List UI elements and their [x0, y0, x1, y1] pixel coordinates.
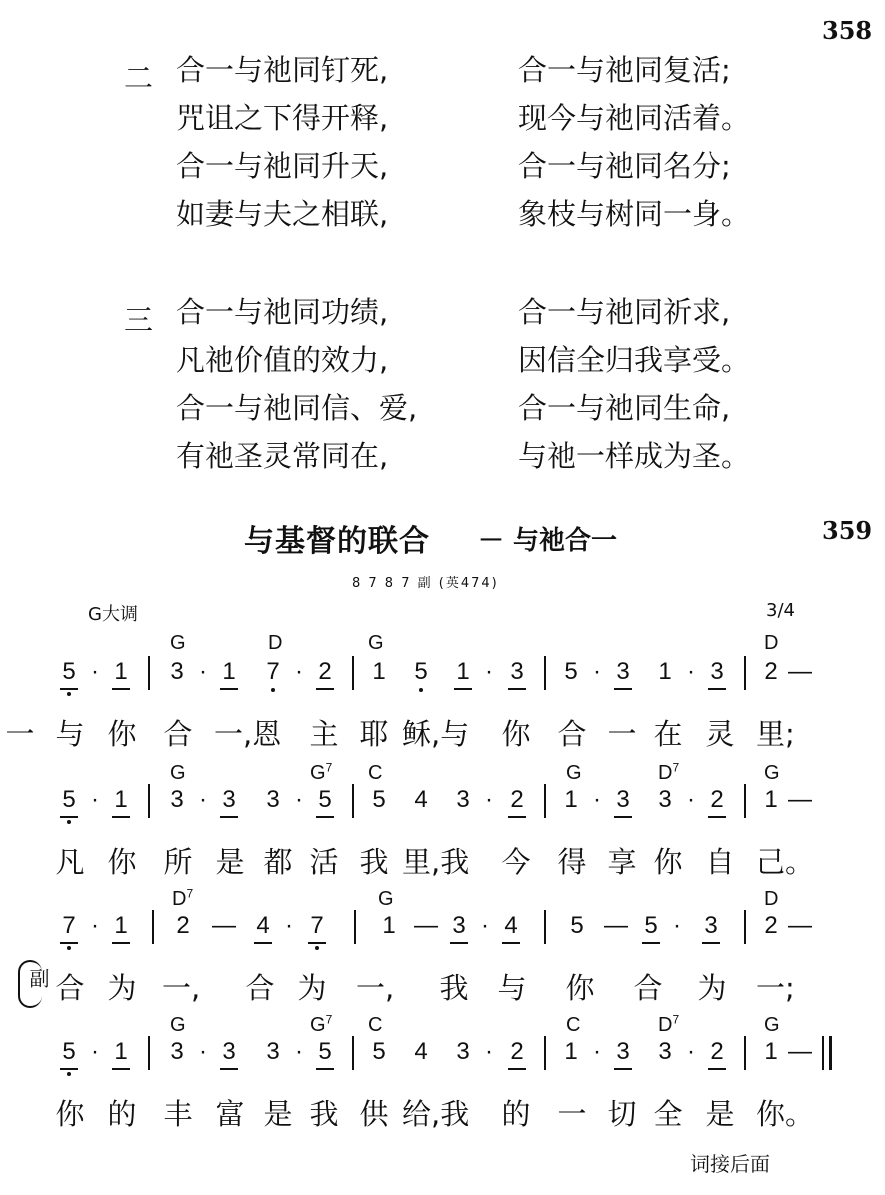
note: 3 — [222, 786, 236, 813]
lyric: 所 — [163, 845, 193, 879]
lyric: 灵 — [705, 717, 735, 751]
verse-line: 因信全归我享受。 — [518, 343, 751, 377]
verse-line: 合一与祂同功绩, — [176, 295, 389, 329]
underline — [220, 816, 238, 818]
note: 2 — [764, 912, 778, 939]
note-dash: — — [212, 912, 236, 939]
underline — [708, 1068, 726, 1070]
chord-symbol: G — [170, 762, 186, 784]
note: 1 — [114, 658, 128, 685]
lyric: 的 — [501, 1097, 531, 1131]
note-dot: · — [91, 912, 99, 939]
octave-dot — [67, 820, 71, 824]
note-dot: · — [295, 1038, 303, 1065]
note: 5 — [570, 912, 584, 939]
lyric: 里; — [756, 717, 795, 751]
chord-symbol: C — [368, 1014, 383, 1036]
note: 1 — [564, 1038, 578, 1065]
note-dot: · — [593, 658, 601, 685]
note-dash: — — [604, 912, 628, 939]
note: 1 — [456, 658, 470, 685]
lyric: 合 — [633, 971, 663, 1005]
lyric: 自 — [705, 845, 735, 879]
chord-symbol: G — [170, 632, 186, 654]
note: 3 — [710, 658, 724, 685]
lyric: 得 — [557, 845, 587, 879]
verse-line: 如妻与夫之相联, — [176, 197, 389, 231]
note: 7 — [310, 912, 324, 939]
lyric: 合 — [163, 717, 193, 751]
note-dot: · — [285, 912, 293, 939]
note: 3 — [510, 658, 524, 685]
chord-symbol: $D^7$ — [172, 886, 194, 910]
lyric: 富 — [215, 1097, 245, 1131]
underline — [316, 688, 334, 690]
chord-symbol: $G^7$ — [310, 1012, 333, 1036]
chord-symbol: G — [566, 762, 582, 784]
octave-dot — [315, 946, 319, 950]
note: 2 — [710, 786, 724, 813]
verse-number: 二 — [124, 61, 154, 95]
verse-line: 合一与祂同复活; — [518, 53, 731, 87]
page-number-top: 358 — [822, 16, 873, 45]
continued-note: 词接后面 — [690, 1152, 770, 1176]
octave-dot — [67, 946, 71, 950]
note-dash: — — [788, 1038, 812, 1065]
note: 3 — [704, 912, 718, 939]
note: 2 — [764, 658, 778, 685]
underline — [60, 816, 78, 818]
lyric: 我 — [309, 1097, 339, 1131]
note: 1 — [658, 658, 672, 685]
lyric: 供 — [359, 1097, 389, 1131]
note: 5 — [372, 786, 386, 813]
lyric: 一,恩 — [214, 717, 282, 751]
note-dot: · — [593, 1038, 601, 1065]
note-dot: · — [593, 786, 601, 813]
underline — [508, 1068, 526, 1070]
note: 4 — [414, 1038, 428, 1065]
bar-line — [744, 656, 746, 690]
note: 1 — [114, 912, 128, 939]
underline — [308, 942, 326, 944]
underline — [254, 942, 272, 944]
note: 5 — [62, 1038, 76, 1065]
lyric: 今 — [501, 845, 531, 879]
chord-symbol: G — [368, 632, 384, 654]
underline — [112, 816, 130, 818]
chord-symbol: $D^7$ — [658, 1012, 680, 1036]
lyric: 合 — [245, 971, 275, 1005]
chord-symbol: G — [764, 1014, 780, 1036]
note: 3 — [616, 1038, 630, 1065]
lyric: 你 — [501, 717, 531, 751]
underline — [708, 816, 726, 818]
chord-symbol: C — [368, 762, 383, 784]
note: 3 — [616, 658, 630, 685]
page-number-hymn: 359 — [822, 516, 873, 545]
lyric: 丰 — [163, 1097, 193, 1131]
lyric: 为 — [697, 971, 727, 1005]
note: 5 — [318, 1038, 332, 1065]
underline — [642, 942, 660, 944]
lyric: 全 — [653, 1097, 683, 1131]
lyric: 与 — [55, 717, 85, 751]
verse-line: 有祂圣灵常同在, — [176, 439, 389, 473]
note-dot: · — [91, 658, 99, 685]
bar-line — [152, 910, 154, 944]
verse-line: 现今与祂同活着。 — [518, 101, 751, 135]
underline — [220, 688, 238, 690]
note: 3 — [658, 786, 672, 813]
note-dash: — — [414, 912, 438, 939]
note: 2 — [710, 1038, 724, 1065]
underline — [702, 942, 720, 944]
underline — [112, 942, 130, 944]
lyric: 的 — [107, 1097, 137, 1131]
bar-line — [744, 1036, 746, 1070]
verse-line: 合一与祂同祈求, — [518, 295, 731, 329]
underline — [614, 816, 632, 818]
underline — [508, 688, 526, 690]
underline — [112, 688, 130, 690]
chord-symbol: G — [170, 1014, 186, 1036]
bar-line — [148, 1036, 150, 1070]
verse-line: 合一与祂同名分; — [518, 149, 731, 183]
underline — [60, 688, 78, 690]
verse-line: 合一与祂同信、爱, — [176, 391, 418, 425]
note: 2 — [318, 658, 332, 685]
lyric: 为 — [297, 971, 327, 1005]
chord-symbol: D — [764, 888, 779, 910]
note: 4 — [256, 912, 270, 939]
lyric: 我 — [439, 971, 469, 1005]
note-dot: · — [199, 658, 207, 685]
lyric: 你 — [565, 971, 595, 1005]
lyric: 你 — [55, 1097, 85, 1131]
lyric: 我 — [359, 845, 389, 879]
bar-line — [744, 910, 746, 944]
note: 3 — [266, 786, 280, 813]
lyric: 在 — [653, 717, 683, 751]
note-dot: · — [687, 658, 695, 685]
key-signature: G大调 — [88, 604, 138, 625]
lyric: 是 — [215, 845, 245, 879]
verse-line: 凡祂价值的效力, — [176, 343, 389, 377]
underline — [708, 688, 726, 690]
verse-line: 合一与祂同钉死, — [176, 53, 389, 87]
bar-line — [352, 656, 354, 690]
bar-line — [544, 1036, 546, 1070]
chord-symbol: D — [268, 632, 283, 654]
chord-symbol: G — [378, 888, 394, 910]
note: 5 — [62, 786, 76, 813]
bar-line — [352, 1036, 354, 1070]
lyric: 一 — [5, 717, 35, 751]
underline — [60, 942, 78, 944]
note-dash: — — [788, 912, 812, 939]
note-dot: · — [91, 1038, 99, 1065]
lyric: 你 — [653, 845, 683, 879]
bar-line — [148, 656, 150, 690]
lyric: 是 — [263, 1097, 293, 1131]
chord-symbol: $D^7$ — [658, 760, 680, 784]
note-dot: · — [199, 786, 207, 813]
lyric: 稣,与 — [402, 717, 470, 751]
time-signature: 3/4 — [766, 600, 795, 621]
bar-line — [544, 656, 546, 690]
lyric: 与 — [497, 971, 527, 1005]
note: 7 — [266, 658, 280, 685]
note: 5 — [62, 658, 76, 685]
lyric: 凡 — [55, 845, 85, 879]
note: 3 — [170, 658, 184, 685]
verse-line: 合一与祂同升天, — [176, 149, 389, 183]
bar-line — [544, 910, 546, 944]
note: 3 — [452, 912, 466, 939]
note: 1 — [564, 786, 578, 813]
underline — [614, 1068, 632, 1070]
lyric: 一; — [756, 971, 795, 1005]
note-dash: — — [788, 786, 812, 813]
lyric: 你 — [107, 845, 137, 879]
underline — [450, 942, 468, 944]
lyric: 都 — [263, 845, 293, 879]
note-dot: · — [295, 658, 303, 685]
note: 4 — [414, 786, 428, 813]
verse-number: 三 — [124, 303, 154, 337]
lyric: 一, — [356, 971, 395, 1005]
note: 5 — [318, 786, 332, 813]
note-dot: · — [485, 786, 493, 813]
lyric: 切 — [607, 1097, 637, 1131]
note: 3 — [266, 1038, 280, 1065]
note: 5 — [564, 658, 578, 685]
note-dot: · — [687, 786, 695, 813]
lyric: 耶 — [359, 717, 389, 751]
note-dot: · — [485, 1038, 493, 1065]
note: 3 — [456, 1038, 470, 1065]
final-bar-line — [829, 1036, 832, 1070]
note: 1 — [382, 912, 396, 939]
note: 1 — [372, 658, 386, 685]
underline — [112, 1068, 130, 1070]
note-dot: · — [687, 1038, 695, 1065]
note: 1 — [764, 1038, 778, 1065]
note: 2 — [510, 786, 524, 813]
note-dot: · — [91, 786, 99, 813]
note: 4 — [504, 912, 518, 939]
note: 3 — [170, 1038, 184, 1065]
octave-dot — [67, 1072, 71, 1076]
lyric: 合 — [55, 971, 85, 1005]
bar-line — [354, 910, 356, 944]
lyric: 是 — [705, 1097, 735, 1131]
lyric: 合 — [557, 717, 587, 751]
lyric: 为 — [107, 971, 137, 1005]
underline — [614, 688, 632, 690]
octave-dot — [271, 688, 275, 692]
note: 3 — [658, 1038, 672, 1065]
note: 3 — [456, 786, 470, 813]
verse-line: 象枝与树同一身。 — [518, 197, 751, 231]
note: 5 — [644, 912, 658, 939]
note: 5 — [372, 1038, 386, 1065]
note-dot: · — [485, 658, 493, 685]
octave-dot — [67, 692, 71, 696]
chord-symbol: G — [764, 762, 780, 784]
note: 2 — [176, 912, 190, 939]
lyric: 己。 — [756, 845, 815, 879]
chord-symbol: C — [566, 1014, 581, 1036]
chorus-mark: 副 — [26, 968, 50, 988]
octave-dot — [419, 688, 423, 692]
underline — [316, 1068, 334, 1070]
lyric: 享 — [607, 845, 637, 879]
note: 1 — [222, 658, 236, 685]
underline — [316, 816, 334, 818]
note: 3 — [170, 786, 184, 813]
underline — [508, 816, 526, 818]
lyric: 一, — [162, 971, 201, 1005]
bar-line — [148, 784, 150, 818]
bar-line — [544, 784, 546, 818]
verse-line: 合一与祂同生命, — [518, 391, 731, 425]
note: 5 — [414, 658, 428, 685]
underline — [502, 942, 520, 944]
lyric: 你。 — [756, 1097, 815, 1131]
underline — [454, 688, 472, 690]
underline — [220, 1068, 238, 1070]
note-dot: · — [673, 912, 681, 939]
hymn-subtitle: － 与祂合一 — [478, 526, 618, 556]
underline — [60, 1068, 78, 1070]
note-dash: — — [788, 658, 812, 685]
final-bar-line — [822, 1036, 824, 1070]
note: 1 — [764, 786, 778, 813]
hymn-title: 与基督的联合 — [244, 524, 430, 559]
lyric: 主 — [309, 717, 339, 751]
note: 3 — [616, 786, 630, 813]
note-dot: · — [199, 1038, 207, 1065]
note: 2 — [510, 1038, 524, 1065]
lyric: 你 — [107, 717, 137, 751]
verse-line: 咒诅之下得开释, — [176, 101, 389, 135]
lyric: 一 — [607, 717, 637, 751]
bar-line — [352, 784, 354, 818]
chord-symbol: $G^7$ — [310, 760, 333, 784]
note: 7 — [62, 912, 76, 939]
lyric: 一 — [557, 1097, 587, 1131]
verse-line: 与祂一样成为圣。 — [518, 439, 751, 473]
bar-line — [744, 784, 746, 818]
note: 1 — [114, 786, 128, 813]
note: 1 — [114, 1038, 128, 1065]
hymn-meter: 8 7 8 7 副 (英474) — [352, 576, 499, 591]
lyric: 活 — [309, 845, 339, 879]
chord-symbol: D — [764, 632, 779, 654]
note: 3 — [222, 1038, 236, 1065]
lyric: 里,我 — [402, 845, 470, 879]
lyric: 给,我 — [402, 1097, 470, 1131]
note-dot: · — [295, 786, 303, 813]
note-dot: · — [481, 912, 489, 939]
